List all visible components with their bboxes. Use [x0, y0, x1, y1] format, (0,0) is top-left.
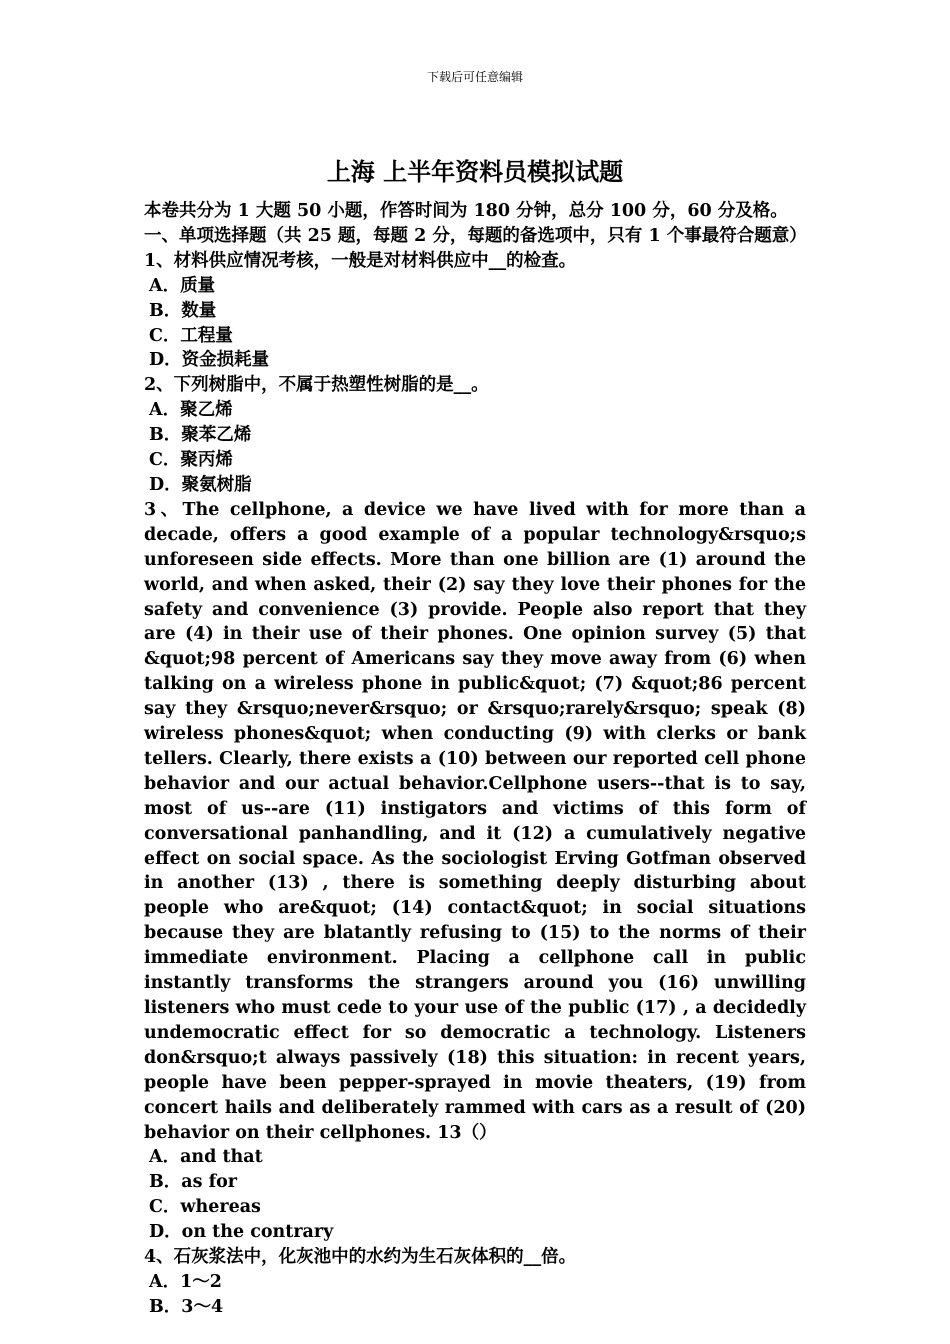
question-4 — [144, 1245, 806, 1320]
question-1 — [144, 249, 806, 374]
option-a: A．1～2 — [149, 1271, 222, 1292]
option-c: C．聚丙烯 — [149, 450, 233, 471]
option-d: D．on the contrary — [149, 1222, 334, 1243]
option-a: A．聚乙烯 — [149, 400, 233, 421]
document-body — [144, 199, 806, 1320]
exam-intro: 本卷共分为 1 大题 50 小题，作答时间为 180 分钟，总分 100 分，60 分及格。 — [144, 201, 788, 221]
option-b: B．3～4 — [149, 1296, 224, 1317]
question-stem: 2、下列树脂中，不属于热塑性树脂的是__。 — [144, 375, 489, 396]
question-3 — [144, 498, 806, 1245]
option-c: C．whereas — [149, 1197, 261, 1218]
option-b: B．数量 — [149, 300, 217, 321]
document-title: 上海 上半年资料员模拟试题 — [326, 157, 624, 186]
question-stem: 3、The cellphone, a device we have lived with for more than a decade, offers a good example of a popular technology&rsquo;s unforeseen side effects. More than one billion are (1) around the world, and when asked, their (2) say they love their phones for the safety and convenience (3) provide. People also report that they are (4) in their use of their phones. One opinion survey (5) that &quot;98 percent of Americans say they move away from (6) when talking on a wireless phone in public&quot; (7) &quot;86 percent say they &rsquo;never&rsquo; or &rsquo;rarely&rsquo; speak (8) wireless phones&quot; when conducting (9) with clerks or bank tellers. Clearly, there exists a (10) between our reported cell phone behavior and our actual behavior.Cellphone users--that is to say, most of us--are (11) instigators and victims of this form of conversational panhandling, and it (12) a cumulatively negative effect on social space. As the sociologist Erving Gotfman observed in another (13) , there is something deeply disturbing about people who are&quot; (14) contact&quot; in social situations because they are blatantly refusing to (15) to the norms of their immediate environment. Placing a cellphone call in public instantly transforms the strangers around you (16) unwilling listeners who must cede to your use of the public (17) , a decidedly undemocratic effect for so democratic a technology. Listeners don&rsquo;t always passively (18) this situation: in recent years, people have been pepper-sprayed in movie theaters, (19) from concert hails and deliberately rammed with cars as a result of (20) behavior on their cellphones. 13（） — [144, 499, 806, 1143]
option-d: D．聚氨树脂 — [149, 474, 252, 495]
option-b: B．聚苯乙烯 — [149, 425, 252, 446]
option-a: A．and that — [149, 1147, 263, 1168]
question-2 — [144, 373, 806, 498]
option-a: A．质量 — [149, 275, 216, 296]
option-d: D．资金损耗量 — [149, 350, 270, 371]
option-c: C．工程量 — [149, 325, 233, 346]
page-header: 下载后可任意编辑 — [426, 70, 523, 84]
section-heading: 一、单项选择题（共 25 题，每题 2 分，每题的备选项中，只有 1 个事最符合题意） — [144, 225, 807, 246]
question-stem: 4、石灰浆法中，化灰池中的水约为生石灰体积的__倍。 — [144, 1247, 577, 1268]
option-b: B．as for — [149, 1172, 237, 1193]
question-stem: 1、材料供应情况考核，一般是对材料供应中__的检查。 — [144, 250, 577, 271]
